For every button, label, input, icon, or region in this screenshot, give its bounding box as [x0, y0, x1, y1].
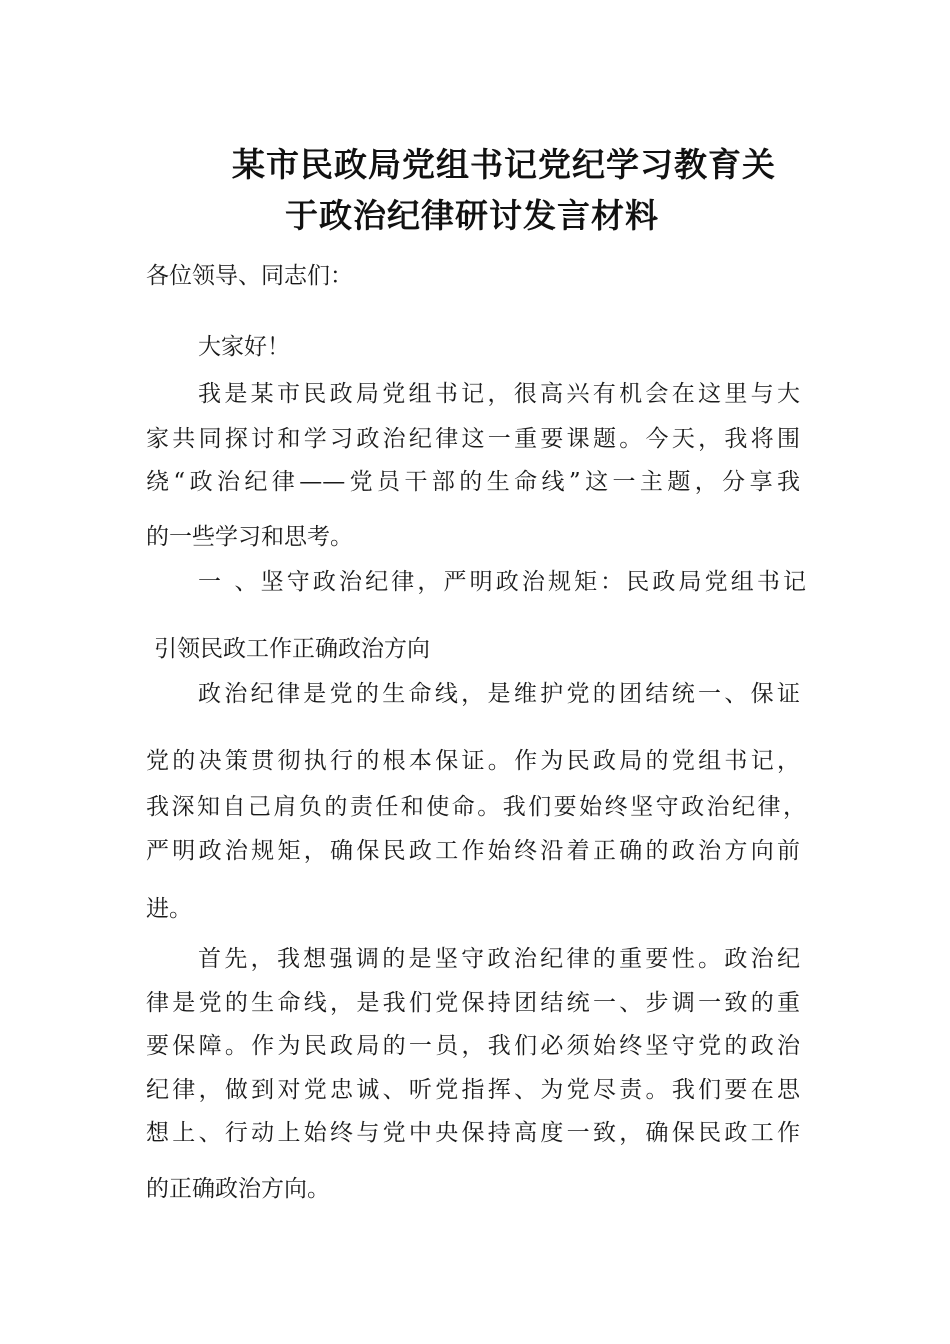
paragraph-line: 纪律，做到对党忠诚、听党指挥、为党尽责。我们要在思	[146, 1077, 800, 1103]
paragraph-line: 的一些学习和思考。	[146, 524, 353, 550]
paragraph-line: 严明政治规矩，确保民政工作始终沿着正确的政治方向前	[146, 838, 800, 864]
section-heading-line-2: 引领民政工作正确政治方向	[154, 636, 430, 662]
paragraph-line: 律是党的生命线，是我们党保持团结统一、步调一致的重	[146, 990, 800, 1016]
paragraph-line: 绕“政治纪律——党员干部的生命线”这一主题，分享我	[146, 469, 800, 495]
greeting: 大家好！	[198, 334, 290, 360]
salutation: 各位领导、同志们：	[146, 263, 353, 289]
paragraph-line: 我深知自己肩负的责任和使命。我们要始终坚守政治纪律，	[146, 794, 806, 820]
paragraph-line: 的正确政治方向。	[146, 1176, 330, 1202]
paragraph-line: 政治纪律是党的生命线，是维护党的团结统一、保证	[198, 681, 800, 707]
paragraph-line: 家共同探讨和学习政治纪律这一重要课题。今天，我将围	[146, 426, 800, 452]
document-title-line-1: 某市民政局党组书记党纪学习教育关	[232, 145, 776, 184]
document-title-line-2: 于政治纪律研讨发言材料	[285, 196, 659, 235]
paragraph-line: 想上、行动上始终与党中央保持高度一致，确保民政工作	[146, 1120, 800, 1146]
paragraph-line: 我是某市民政局党组书记，很高兴有机会在这里与大	[198, 381, 800, 407]
paragraph-line: 进。	[146, 896, 192, 922]
paragraph-line: 党的决策贯彻执行的根本保证。作为民政局的党组书记，	[146, 748, 800, 774]
paragraph-line: 首先，我想强调的是坚守政治纪律的重要性。政治纪	[198, 946, 800, 972]
section-heading-line-1: 一 、坚守政治纪律，严明政治规矩：民政局党组书记	[198, 569, 806, 595]
paragraph-line: 要保障。作为民政局的一员，我们必须始终坚守党的政治	[146, 1033, 800, 1059]
